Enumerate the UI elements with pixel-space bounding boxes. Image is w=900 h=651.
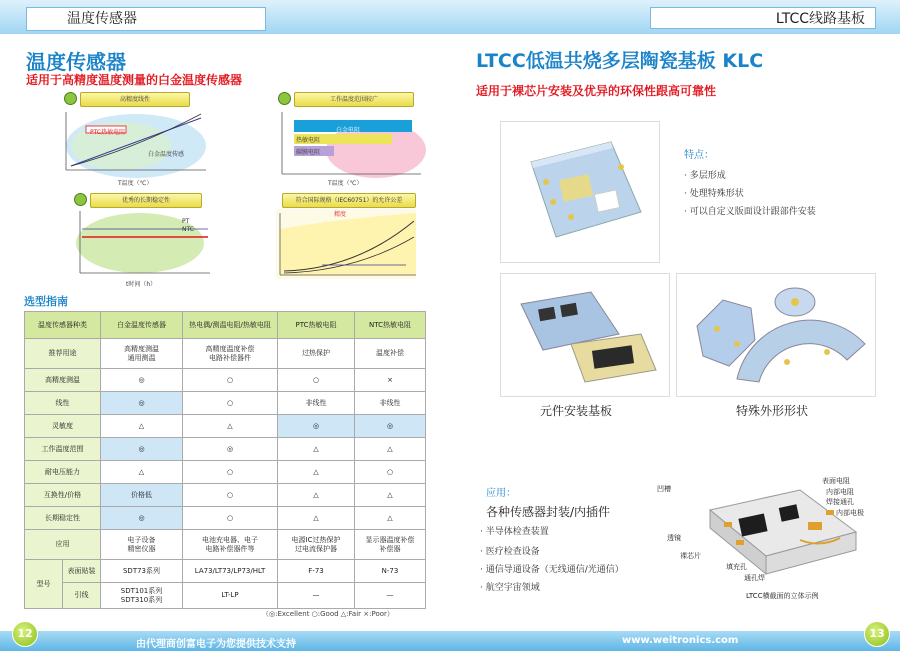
diagram-caption: LTCC横截面的立体示例 — [746, 592, 819, 600]
chart-title: 工作温度范围较广 — [294, 92, 414, 107]
table-cell: × — [355, 369, 426, 392]
special-shape-photo — [676, 273, 876, 397]
chart-linearity-plot — [26, 108, 216, 178]
chart-icon — [278, 92, 291, 105]
table-cell: ○ — [183, 484, 278, 507]
table-cell: △ — [278, 461, 355, 484]
features-title: 特点： — [684, 150, 714, 161]
table-cell: SDT101系列 SDT310系列 — [101, 583, 183, 609]
row-label: 推荐用途 — [25, 339, 101, 369]
table-cell: △ — [183, 415, 278, 438]
table-cell: 温度补偿 — [355, 339, 426, 369]
chart-linearity — [26, 92, 216, 187]
table-cell: △ — [355, 438, 426, 461]
rating-legend: （◎:Excellent ○:Good △:Fair ×:Poor） — [262, 610, 394, 618]
diagram-label: 表面电阻 — [822, 477, 850, 485]
diagram-label: 内部电极 — [836, 509, 864, 517]
chart-icon — [64, 92, 77, 105]
table-row — [25, 438, 426, 461]
row-label: 应用 — [25, 530, 101, 560]
app-text: 航空宇宙领域 — [485, 583, 540, 593]
table-cell: ○ — [278, 369, 355, 392]
chart-xlabel: T温度（℃） — [118, 180, 153, 187]
legend-a: PTC热敏电阻 — [90, 129, 126, 136]
apps-heading: 各种传感器封装/内插件 — [486, 505, 611, 519]
feature-item: · 处理特殊形状 — [684, 189, 744, 199]
chart-title: 优秀的长期稳定性 — [90, 193, 202, 208]
table-cell: ◎ — [101, 392, 183, 415]
table-row — [25, 392, 426, 415]
row-label: 表面贴装 — [63, 560, 101, 583]
bar-label: 碳膜电阻 — [296, 149, 321, 156]
bar-label: 热敏电阻 — [296, 137, 321, 144]
component-board-photo — [500, 273, 670, 397]
component-board-image — [501, 274, 669, 396]
left-page-title: 温度传感器 — [26, 50, 126, 74]
table-row — [25, 484, 426, 507]
table-cell: LT-LP — [183, 583, 278, 609]
table-header-row — [25, 312, 426, 339]
table-cell: 价格低 — [101, 484, 183, 507]
chart-tolerance-plot — [266, 209, 426, 279]
table-cell: LA73/LT73/LP73/HLT — [183, 560, 278, 583]
diagram-label: 填充孔 — [726, 563, 747, 571]
selection-table — [24, 311, 426, 609]
right-header-tab: LTCC线路基板 — [650, 7, 876, 29]
table-header: 温度传感器种类 — [25, 312, 101, 339]
row-label: 线性 — [25, 392, 101, 415]
footer-url: www.weitronics.com — [622, 635, 739, 646]
table-cell: △ — [278, 438, 355, 461]
selection-guide-title: 选型指南 — [24, 295, 68, 308]
table-row — [25, 583, 426, 609]
table-cell: 高精度温度补偿 电路补偿器件 — [183, 339, 278, 369]
table-cell: ◎ — [183, 438, 278, 461]
row-label: 耐电压能力 — [25, 461, 101, 484]
row-label: 长期稳定性 — [25, 507, 101, 530]
ltcc-board-image — [501, 122, 659, 262]
chart-title: 符合国际规格（IEC60751）的允许公差 — [282, 193, 416, 208]
table-cell: ◎ — [278, 415, 355, 438]
table-cell: ○ — [355, 461, 426, 484]
right-page-subtitle: 适用于裸芯片安装及优异的环保性跟高可靠性 — [476, 84, 717, 98]
chart-title: 高精度线性 — [80, 92, 190, 107]
row-label: 灵敏度 — [25, 415, 101, 438]
chart-stability — [60, 193, 220, 288]
feature-item: · 可以自定义版面设计跟部件安装 — [684, 207, 816, 217]
table-row — [25, 339, 426, 369]
app-item: · 通信导通设备（无线通信/光通信） — [480, 565, 624, 575]
special-shape-image — [677, 274, 875, 396]
table-cell: ○ — [183, 461, 278, 484]
table-cell: ◎ — [101, 438, 183, 461]
row-label: 型号 — [25, 560, 63, 609]
ltcc-board-photo — [500, 121, 660, 263]
chart-xlabel: t时间（h） — [126, 281, 157, 288]
series-label: PT — [182, 218, 190, 225]
table-cell: ◎ — [101, 507, 183, 530]
table-row — [25, 530, 426, 560]
table-row — [25, 507, 426, 530]
table-header: PTC热敏电阻 — [278, 312, 355, 339]
table-cell: 非线性 — [355, 392, 426, 415]
band-label: 精度 — [334, 211, 347, 218]
table-cell: 电池充电器、电子 电路补偿器件等 — [183, 530, 278, 560]
chart-stability-plot — [60, 209, 220, 279]
diagram-label: 通孔焊 — [744, 574, 765, 582]
left-page-number: 12 — [12, 621, 38, 647]
feature-item: · 多层形成 — [684, 171, 726, 181]
row-label: 高精度测温 — [25, 369, 101, 392]
chart-icon — [74, 193, 87, 206]
chart-temp-range-plot — [266, 108, 426, 178]
table-cell: 电源IC过热保护 过电流保护器 — [278, 530, 355, 560]
footer-bar — [0, 631, 900, 651]
app-text: 通信导通设备（无线通信/光通信） — [485, 565, 624, 575]
table-cell: F-73 — [278, 560, 355, 583]
table-row — [25, 415, 426, 438]
legend-b: 白金温度传感 — [148, 151, 185, 158]
right-page-title: LTCC低温共烧多层陶瓷基板 KLC — [476, 50, 764, 72]
chart-tolerance — [266, 193, 426, 288]
app-item: · 半导体检查装置 — [480, 527, 549, 537]
diagram-label: 凹槽 — [657, 485, 671, 493]
bar-label: 白金电阻 — [336, 127, 361, 134]
table-cell: ○ — [183, 507, 278, 530]
table-cell: 电子设备 精密仪器 — [101, 530, 183, 560]
app-text: 医疗检查设备 — [485, 547, 540, 557]
right-page-number: 13 — [864, 621, 890, 647]
chart-temp-range — [266, 92, 426, 187]
table-cell: 显示器温度补偿 补偿器 — [355, 530, 426, 560]
photo-caption: 元件安装基板 — [540, 404, 613, 418]
table-header: 热电偶/测温电阻/热敏电阻 — [183, 312, 278, 339]
left-header-tab: 温度传感器 — [26, 7, 266, 31]
table-cell: △ — [355, 484, 426, 507]
table-cell: ◎ — [101, 369, 183, 392]
table-header: 白金温度传感器 — [101, 312, 183, 339]
footer-slogan: 由代理商创富电子为您提供技术支持 — [136, 639, 296, 650]
table-row — [25, 461, 426, 484]
table-cell: — — [355, 583, 426, 609]
table-cell: △ — [278, 484, 355, 507]
table-row — [25, 369, 426, 392]
table-cell: ○ — [183, 369, 278, 392]
diagram-label: 裸芯片 — [680, 552, 701, 560]
table-header: NTC热敏电阻 — [355, 312, 426, 339]
apps-title: 应用： — [486, 488, 516, 499]
table-cell: ○ — [183, 392, 278, 415]
photo-caption: 特殊外形形状 — [736, 404, 809, 418]
app-text: 半导体检查装置 — [485, 527, 549, 537]
feature-text: 多层形成 — [689, 171, 726, 181]
table-cell: ◎ — [355, 415, 426, 438]
table-cell: — — [278, 583, 355, 609]
feature-text: 可以自定义版面设计跟部件安装 — [689, 207, 816, 217]
diagram-label: 透镜 — [667, 534, 681, 542]
table-cell: 非线性 — [278, 392, 355, 415]
row-label: 工作温度范围 — [25, 438, 101, 461]
chart-xlabel: T温度（℃） — [328, 180, 363, 187]
feature-text: 处理特殊形状 — [689, 189, 744, 199]
row-label: 互换性/价格 — [25, 484, 101, 507]
row-label: 引线 — [63, 583, 101, 609]
table-cell: N-73 — [355, 560, 426, 583]
table-cell: △ — [278, 507, 355, 530]
app-item: · 航空宇宙领域 — [480, 583, 540, 593]
table-cell: △ — [101, 461, 183, 484]
app-item: · 医疗检查设备 — [480, 547, 540, 557]
table-cell: SDT73系列 — [101, 560, 183, 583]
series-label: NTC — [182, 226, 194, 233]
left-page-subtitle: 适用于高精度温度测量的白金温度传感器 — [26, 73, 243, 87]
table-row — [25, 560, 426, 583]
table-cell: 过热保护 — [278, 339, 355, 369]
table-cell: △ — [355, 507, 426, 530]
diagram-label: 焊接通孔 — [826, 498, 854, 506]
table-cell: 高精度测温 通用测温 — [101, 339, 183, 369]
diagram-label: 内部电阻 — [826, 488, 854, 496]
table-cell: △ — [101, 415, 183, 438]
